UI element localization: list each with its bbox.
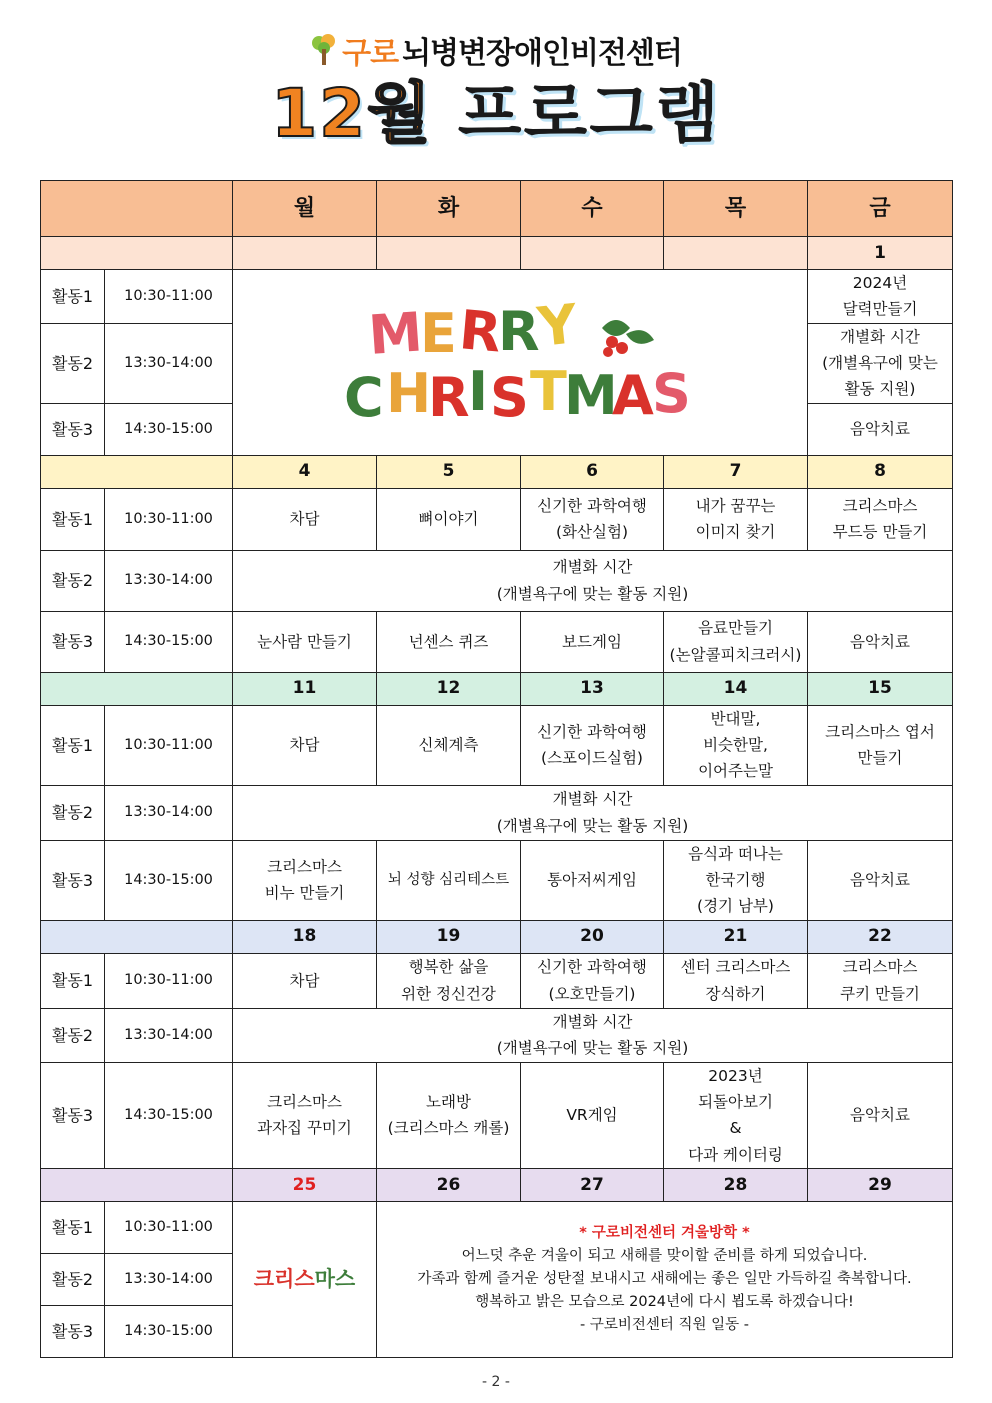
activity-cell: 노래방 (크리스마스 캐롤)	[377, 1062, 521, 1168]
activity-cell: 행복한 삶을 위한 정신건강	[377, 953, 521, 1008]
date-cell: 22	[808, 920, 953, 953]
activity-cell: 음식과 떠나는 한국기행 (경기 남부)	[664, 840, 808, 920]
week3-date-row	[41, 672, 953, 705]
activity-time: 14:30-15:00	[105, 840, 233, 920]
activity-cell: 통아저씨게임	[521, 840, 664, 920]
svg-text:R: R	[498, 300, 540, 364]
day-mon: 월	[233, 181, 377, 237]
activity-time: 13:30-14:00	[105, 785, 233, 840]
activity-time: 14:30-15:00	[105, 1306, 233, 1358]
week4-activity2-row	[41, 1008, 953, 1062]
svg-text:H: H	[386, 362, 432, 426]
activity-label: 활동1	[41, 705, 105, 785]
holly-icon	[602, 320, 654, 357]
day-header-row	[41, 181, 953, 237]
week1-activity1-row	[41, 270, 953, 324]
date-cell: 14	[664, 672, 808, 705]
activity-cell: 넌센스 퀴즈	[377, 611, 521, 672]
activity-cell: 센터 크리스마스 장식하기	[664, 953, 808, 1008]
activity-label: 활동1	[41, 953, 105, 1008]
activity-cell: 크리스마스 과자집 꾸미기	[233, 1062, 377, 1168]
org-name	[310, 28, 682, 72]
svg-text:M: M	[564, 364, 618, 428]
date-cell: 8	[808, 455, 953, 488]
activity-time: 14:30-15:00	[105, 611, 233, 672]
merry-christmas-icon	[340, 288, 700, 428]
week3-activity1-row	[41, 705, 953, 785]
date-cell: 6	[521, 455, 664, 488]
activity-cell: VR게임	[521, 1062, 664, 1168]
activity-cell: 신체계측	[377, 705, 521, 785]
date-cell: 26	[377, 1169, 521, 1202]
svg-text:I: I	[468, 360, 489, 424]
activity-label: 활동3	[41, 611, 105, 672]
activity-cell: 눈사람 만들기	[233, 611, 377, 672]
title-month: 12월	[271, 75, 433, 152]
activity-time: 13:30-14:00	[105, 323, 233, 403]
week5-date-row	[41, 1169, 953, 1202]
week2-activity2-row	[41, 550, 953, 611]
activity-cell: 개별화 시간 (개별욕구에 맞는 활동 지원)	[808, 323, 953, 403]
week4-activity1-row	[41, 953, 953, 1008]
activity-cell: 차담	[233, 488, 377, 550]
date-cell: 4	[233, 455, 377, 488]
activity-cell: 신기한 과학여행 (스포이드실험)	[521, 705, 664, 785]
date-cell: 12	[377, 672, 521, 705]
date-cell: 13	[521, 672, 664, 705]
notice-signature: - 구로비전센터 직원 일동 -	[580, 1317, 749, 1334]
svg-text:T: T	[530, 360, 567, 424]
date-cell-holiday: 25	[233, 1169, 377, 1202]
activity-label: 활동2	[41, 1008, 105, 1062]
activity-time: 13:30-14:00	[105, 1254, 233, 1306]
week2-date-row	[41, 455, 953, 488]
activity-label: 활동2	[41, 785, 105, 840]
activity-cell: 크리스마스 쿠키 만들기	[808, 953, 953, 1008]
page-number: - 2 -	[482, 1374, 510, 1390]
activity-cell: 2024년 달력만들기	[808, 270, 953, 324]
activity-cell: 2023년 되돌아보기 & 다과 케이터링	[664, 1062, 808, 1168]
individual-time-cell: 개별화 시간 (개별욕구에 맞는 활동 지원)	[233, 785, 953, 840]
day-tue: 화	[377, 181, 521, 237]
individual-time-cell: 개별화 시간 (개별욕구에 맞는 활동 지원)	[233, 550, 953, 611]
activity-time: 14:30-15:00	[105, 1062, 233, 1168]
activity-cell: 차담	[233, 953, 377, 1008]
week3-activity2-row	[41, 785, 953, 840]
activity-cell: 뇌 성향 심리테스트	[377, 840, 521, 920]
org-name-accent: 구로	[342, 36, 399, 71]
activity-cell: 크리스마스 무드등 만들기	[808, 488, 953, 550]
day-fri: 금	[808, 181, 953, 237]
activity-cell: 음악치료	[808, 840, 953, 920]
activity-cell: 내가 꿈꾸는 이미지 찾기	[664, 488, 808, 550]
activity-time: 13:30-14:00	[105, 550, 233, 611]
activity-cell: 신기한 과학여행 (오호만들기)	[521, 953, 664, 1008]
notice-line: 가족과 함께 즐거운 성탄절 보내시고 새해에는 좋은 일만 가득하길 축복합니다.	[417, 1271, 912, 1288]
date-cell: 18	[233, 920, 377, 953]
svg-text:Y: Y	[534, 292, 581, 360]
svg-text:A: A	[612, 364, 654, 428]
activity-label: 활동1	[41, 270, 105, 324]
activity-cell: 신기한 과학여행 (화산실험)	[521, 488, 664, 550]
activity-time: 13:30-14:00	[105, 1008, 233, 1062]
svg-text:R: R	[428, 366, 470, 429]
date-cell: 29	[808, 1169, 953, 1202]
notice-line: 어느덧 추운 겨울이 되고 새해를 맞이할 준비를 하게 되었습니다.	[461, 1247, 868, 1264]
svg-text:R: R	[456, 298, 504, 365]
activity-cell: 음료만들기 (논알콜피치크러시)	[664, 611, 808, 672]
activity-label: 활동2	[41, 550, 105, 611]
tree-logo-icon	[310, 33, 338, 67]
date-cell: 15	[808, 672, 953, 705]
activity-time: 10:30-11:00	[105, 488, 233, 550]
activity-label: 활동3	[41, 840, 105, 920]
date-cell: 27	[521, 1169, 664, 1202]
notice-title: * 구로비전센터 겨울방학 *	[579, 1224, 750, 1241]
activity-time: 10:30-11:00	[105, 953, 233, 1008]
day-wed: 수	[521, 181, 664, 237]
activity-label: 활동3	[41, 1306, 105, 1358]
activity-label: 활동2	[41, 323, 105, 403]
individual-time-cell: 개별화 시간 (개별욕구에 맞는 활동 지원)	[233, 1008, 953, 1062]
activity-time: 14:30-15:00	[105, 403, 233, 455]
activity-label: 활동1	[41, 488, 105, 550]
page-title	[0, 75, 992, 152]
activity-label: 활동1	[41, 1202, 105, 1254]
activity-cell: 음악치료	[808, 611, 953, 672]
svg-text:C: C	[344, 366, 384, 429]
activity-cell: 크리스마스 비누 만들기	[233, 840, 377, 920]
activity-cell: 음악치료	[808, 403, 953, 455]
header-blank	[41, 181, 233, 237]
activity-cell: 보드게임	[521, 611, 664, 672]
date-cell: 20	[521, 920, 664, 953]
notice-line: 행복하고 밝은 모습으로 2024년에 다시 뵙도록 하겠습니다!	[475, 1294, 854, 1311]
day-thu: 목	[664, 181, 808, 237]
week4-activity3-row	[41, 1062, 953, 1168]
org-name-rest: 뇌병변장애인비전센터	[402, 36, 682, 71]
activity-cell: 음악치료	[808, 1062, 953, 1168]
date-cell: 21	[664, 920, 808, 953]
date-cell: 5	[377, 455, 521, 488]
date-cell: 19	[377, 920, 521, 953]
date-cell: 1	[808, 237, 953, 270]
week4-date-row	[41, 920, 953, 953]
svg-text:S: S	[490, 366, 529, 429]
activity-label: 활동3	[41, 403, 105, 455]
schedule-table	[40, 180, 953, 1358]
week2-activity1-row	[41, 488, 953, 550]
svg-text:S: S	[652, 362, 691, 426]
week1-date-row	[41, 237, 953, 270]
winter-break-notice	[377, 1202, 953, 1358]
activity-cell: 차담	[233, 705, 377, 785]
activity-cell: 반대말, 비슷한말, 이어주는말	[664, 705, 808, 785]
svg-text:E: E	[420, 302, 457, 366]
activity-cell: 크리스마스 엽서 만들기	[808, 705, 953, 785]
week3-activity3-row	[41, 840, 953, 920]
week5-activity1-row	[41, 1202, 953, 1254]
christmas-holiday-cell: 크리스마스	[233, 1202, 377, 1358]
activity-time: 10:30-11:00	[105, 705, 233, 785]
activity-cell: 뼈이야기	[377, 488, 521, 550]
week2-activity3-row	[41, 611, 953, 672]
page-header	[0, 28, 992, 151]
svg-text:M: M	[366, 300, 425, 368]
date-cell: 11	[233, 672, 377, 705]
activity-label: 활동2	[41, 1254, 105, 1306]
activity-label: 활동3	[41, 1062, 105, 1168]
activity-time: 10:30-11:00	[105, 1202, 233, 1254]
date-cell: 7	[664, 455, 808, 488]
merry-christmas-banner	[233, 270, 808, 456]
title-program: 프로그램	[457, 75, 721, 152]
activity-time: 10:30-11:00	[105, 270, 233, 324]
date-cell: 28	[664, 1169, 808, 1202]
